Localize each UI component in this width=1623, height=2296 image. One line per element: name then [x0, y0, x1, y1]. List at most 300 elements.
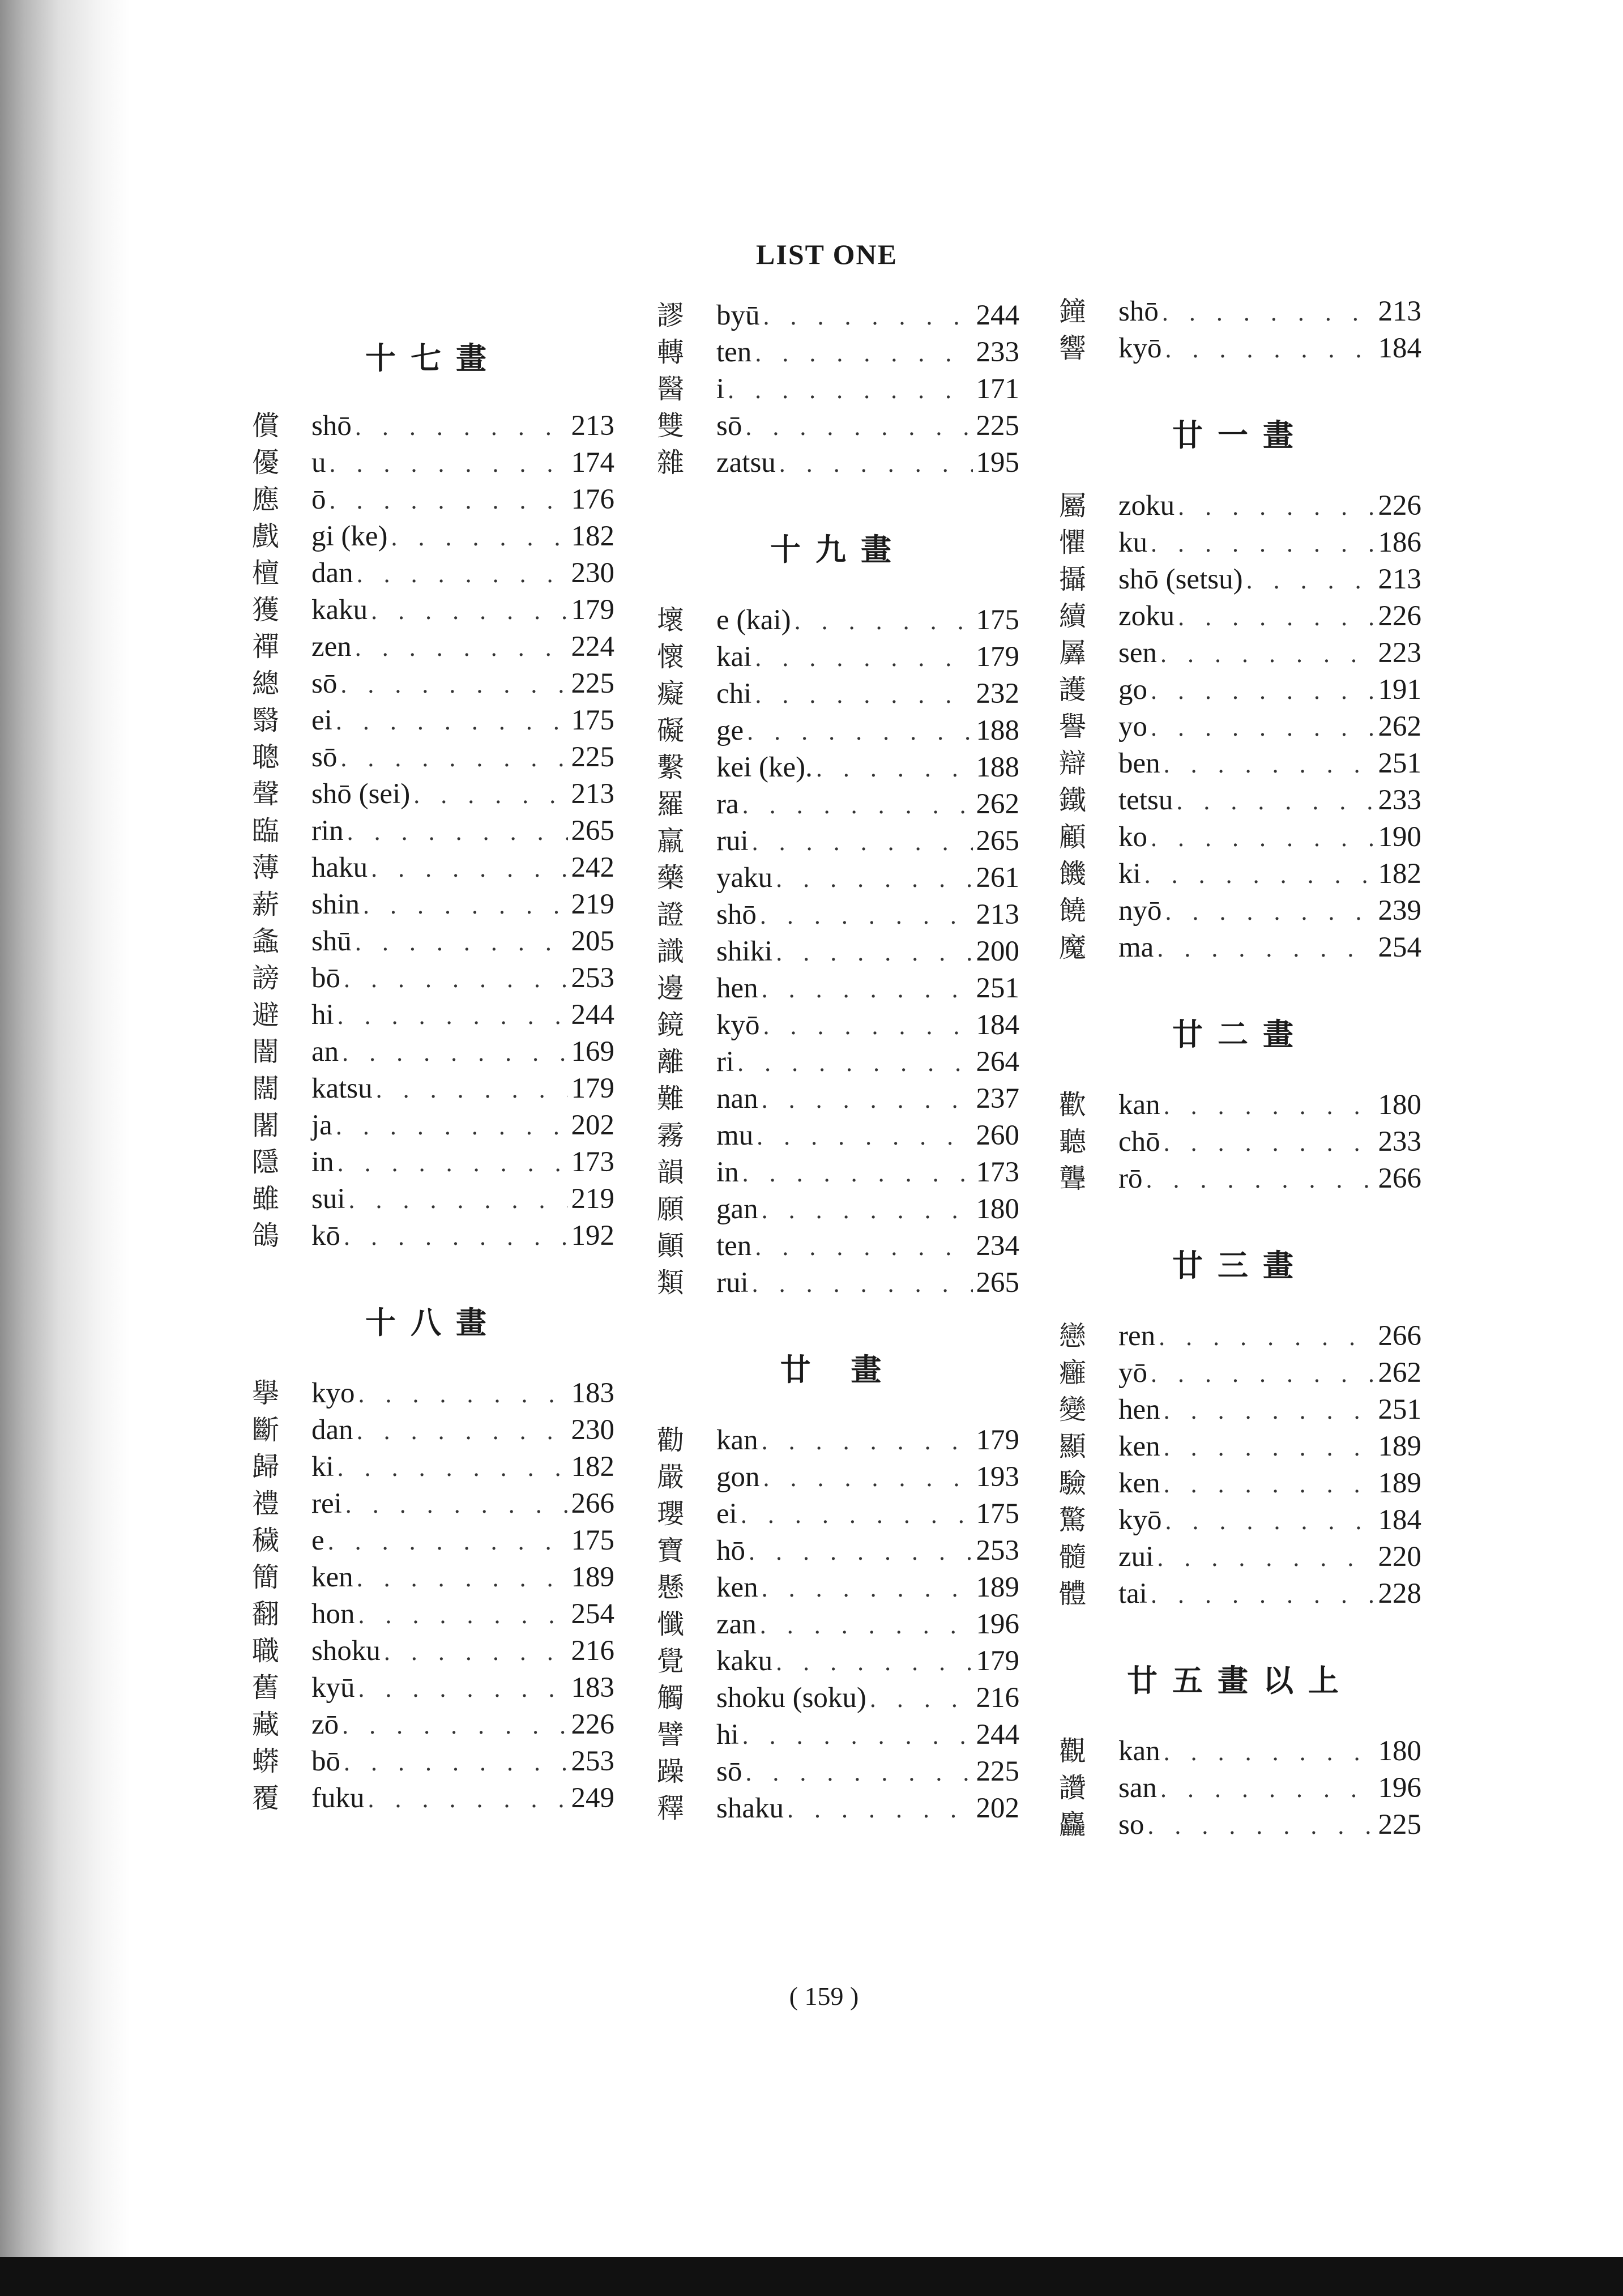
entry-page-number: 244: [976, 300, 1019, 331]
entry-reading: e (kai): [716, 604, 791, 636]
entry-reading: hi: [716, 1719, 739, 1751]
entry-page-number: 175: [976, 604, 1019, 636]
entry-page-number: 251: [976, 972, 1019, 1004]
entry-character: 證: [657, 899, 685, 931]
dot-leader: [745, 1754, 972, 1791]
entry-reading: go: [1118, 674, 1147, 706]
dot-leader: [355, 408, 568, 445]
entry-page-number: 249: [571, 1782, 614, 1814]
entry-reading: ko: [1118, 821, 1147, 853]
index-entry: [657, 1117, 1019, 1154]
dot-leader: [1164, 1124, 1375, 1161]
entry-reading: bō: [311, 1746, 340, 1777]
entry-page-number: 216: [976, 1682, 1019, 1714]
entry-page-number: 171: [976, 373, 1019, 405]
dot-leader: [371, 592, 567, 629]
entry-reading: nan: [716, 1083, 758, 1115]
entry-character: 歸: [252, 1451, 280, 1483]
entry-reading: shiki: [716, 936, 773, 967]
entry-page-number: 179: [976, 641, 1019, 673]
index-entry: [1059, 1465, 1421, 1502]
entry-character: 驚: [1059, 1504, 1087, 1536]
entry-page-number: 265: [571, 815, 614, 847]
entry-reading: hi: [311, 999, 334, 1031]
entry-page-number: 226: [571, 1709, 614, 1740]
entry-page-number: 216: [571, 1635, 614, 1667]
entry-character: 聾: [1059, 1163, 1087, 1194]
entry-reading: sui: [311, 1183, 345, 1215]
entry-reading: ken: [716, 1572, 758, 1603]
index-entry: [252, 813, 614, 850]
entry-page-number: 182: [1378, 858, 1421, 890]
binding-shadow: [0, 0, 130, 2296]
index-entry: [657, 1533, 1019, 1569]
index-entry: [657, 408, 1019, 445]
index-entry: [1059, 598, 1421, 635]
index-entry: [252, 923, 614, 960]
entry-character: 攝: [1059, 564, 1087, 595]
index-entry: [252, 1633, 614, 1670]
dot-leader: [355, 924, 568, 961]
entry-reading: ten: [716, 1230, 752, 1262]
dot-leader: [776, 934, 972, 971]
dot-leader: [776, 860, 972, 897]
dot-leader: [357, 556, 568, 592]
dot-leader: [1162, 294, 1375, 331]
entry-character: 麤: [1059, 1809, 1087, 1841]
dot-leader: [776, 1644, 972, 1680]
dot-leader: [742, 1155, 973, 1192]
entry-reading: shō: [1118, 296, 1159, 327]
index-entry: [1059, 672, 1421, 709]
entry-character: 屬: [1059, 490, 1087, 522]
entry-reading: sō: [716, 410, 742, 442]
dot-leader: [787, 1791, 973, 1828]
entry-character: 觸: [657, 1682, 685, 1714]
entry-page-number: 239: [1378, 895, 1421, 927]
entry-character: 雙: [657, 410, 685, 442]
dot-leader: [336, 703, 568, 740]
dot-leader: [752, 823, 973, 860]
entry-page-number: 237: [976, 1083, 1019, 1115]
entry-character: 瓔: [657, 1498, 685, 1530]
dot-leader: [347, 813, 568, 850]
dot-leader: [1164, 1466, 1375, 1503]
index-entry: [252, 1522, 614, 1559]
entry-character: 闇: [252, 1036, 280, 1068]
entry-reading: kan: [1118, 1089, 1160, 1121]
index-entry: [657, 1265, 1019, 1301]
entry-reading: zatsu: [716, 447, 776, 479]
entry-reading: zoku: [1118, 600, 1175, 632]
entry-character: 雖: [252, 1183, 280, 1215]
entry-reading: zui: [1118, 1541, 1154, 1573]
entry-reading: ja: [311, 1109, 332, 1141]
entry-character: 魔: [1059, 932, 1087, 963]
entry-reading: shō (setsu): [1118, 564, 1243, 595]
index-entry: [1059, 1539, 1421, 1576]
entry-character: 釋: [657, 1793, 685, 1824]
index-entry: [252, 1107, 614, 1144]
entry-character: 簡: [252, 1561, 280, 1593]
entry-character: 驗: [1059, 1467, 1087, 1499]
dot-leader: [355, 629, 568, 666]
index-entry: [657, 1643, 1019, 1680]
dot-leader: [742, 1717, 973, 1754]
entry-page-number: 182: [571, 1451, 614, 1483]
dot-leader: [755, 639, 972, 676]
stroke-count-heading: 十八畫: [365, 1305, 501, 1341]
entry-reading: shū: [311, 925, 352, 957]
entry-character: 變: [1059, 1394, 1087, 1426]
entry-page-number: 183: [571, 1672, 614, 1704]
entry-character: 霧: [657, 1120, 685, 1151]
dot-leader: [1178, 488, 1374, 525]
entry-character: 勸: [657, 1424, 685, 1456]
entry-page-number: 180: [1378, 1089, 1421, 1121]
index-entry: [252, 445, 614, 481]
dot-leader: [870, 1680, 973, 1717]
index-entry: [657, 749, 1019, 786]
entry-character: 邊: [657, 972, 685, 1004]
entry-reading: shoku: [311, 1635, 381, 1667]
entry-reading: kyō: [1118, 332, 1162, 364]
entry-character: 離: [657, 1046, 685, 1078]
dot-leader: [336, 1108, 568, 1145]
entry-page-number: 175: [571, 705, 614, 736]
index-entry: [1059, 1124, 1421, 1160]
index-entry: [1059, 330, 1421, 367]
entry-reading: yo: [1118, 711, 1147, 742]
entry-character: 獲: [252, 594, 280, 626]
dot-leader: [1151, 1355, 1375, 1392]
entry-page-number: 244: [571, 999, 614, 1031]
entry-page-number: 183: [571, 1377, 614, 1409]
entry-character: 螽: [252, 925, 280, 957]
entry-reading: i: [716, 373, 725, 405]
entry-page-number: 226: [1378, 600, 1421, 632]
index-entry: [252, 1034, 614, 1070]
page-title: LIST ONE: [756, 238, 898, 270]
dot-leader: [1164, 1734, 1375, 1770]
dot-leader: [330, 445, 568, 482]
index-entry: [657, 1081, 1019, 1117]
entry-reading: kō: [311, 1220, 340, 1252]
entry-page-number: 179: [976, 1645, 1019, 1677]
entry-reading: kan: [716, 1424, 758, 1456]
entry-character: 嚴: [657, 1461, 685, 1493]
index-entry: [657, 860, 1019, 897]
index-entry: [657, 1790, 1019, 1827]
dot-leader: [328, 1523, 568, 1560]
entry-reading: zoku: [1118, 490, 1175, 522]
dot-leader: [1160, 1770, 1375, 1807]
entry-character: 癡: [657, 678, 685, 710]
dot-leader: [816, 750, 973, 787]
entry-page-number: 225: [571, 741, 614, 773]
index-entry: [657, 1606, 1019, 1643]
entry-character: 懷: [657, 641, 685, 673]
dot-leader: [755, 335, 972, 372]
index-entry: [252, 592, 614, 629]
index-entry: [657, 1422, 1019, 1459]
index-entry: [1059, 293, 1421, 330]
index-entry: [252, 629, 614, 665]
index-entry: [1059, 1770, 1421, 1807]
entry-reading: tai: [1118, 1578, 1147, 1610]
stroke-count-heading: 廿五畫以上: [1127, 1663, 1353, 1698]
stroke-count-heading: 廿二畫: [1172, 1017, 1308, 1052]
index-entry: [252, 997, 614, 1034]
entry-reading: zō: [311, 1709, 339, 1740]
entry-character: 轉: [657, 336, 685, 368]
entry-page-number: 184: [1378, 332, 1421, 364]
entry-reading: rō: [1118, 1163, 1143, 1194]
index-entry: [1059, 1428, 1421, 1465]
dot-leader: [763, 298, 973, 335]
entry-reading: kyō: [1118, 1504, 1162, 1536]
entry-reading: sō: [716, 1756, 742, 1787]
dot-leader: [358, 1597, 568, 1633]
entry-character: 闊: [252, 1073, 280, 1104]
dot-leader: [340, 740, 567, 776]
entry-character: 韻: [657, 1156, 685, 1188]
entry-character: 覺: [657, 1645, 685, 1677]
entry-page-number: 265: [976, 1267, 1019, 1299]
entry-page-number: 220: [1378, 1541, 1421, 1573]
entry-page-number: 260: [976, 1120, 1019, 1151]
entry-character: 續: [1059, 600, 1087, 632]
entry-character: 舊: [252, 1672, 280, 1704]
entry-reading: rin: [311, 815, 344, 847]
entry-page-number: 188: [976, 752, 1019, 783]
index-entry: [252, 1449, 614, 1486]
index-entry: [657, 1007, 1019, 1044]
dot-leader: [1151, 1576, 1375, 1613]
entry-reading: san: [1118, 1772, 1157, 1804]
dot-leader: [344, 1218, 568, 1255]
index-entry: [1059, 929, 1421, 966]
entry-page-number: 191: [1378, 674, 1421, 706]
entry-character: 鐘: [1059, 296, 1087, 327]
entry-reading: ra: [716, 788, 739, 820]
entry-reading: ge: [716, 715, 744, 746]
entry-character: 譽: [1059, 711, 1087, 742]
entry-reading: sen: [1118, 637, 1157, 669]
entry-reading: shō (sei): [311, 778, 411, 810]
entry-reading: kaku: [716, 1645, 773, 1677]
entry-character: 懸: [657, 1572, 685, 1603]
dot-leader: [1146, 1161, 1374, 1198]
index-entry: [657, 1228, 1019, 1265]
entry-character: 戲: [252, 520, 280, 552]
entry-page-number: 261: [976, 862, 1019, 894]
entry-page-number: 173: [571, 1146, 614, 1178]
entry-character: 應: [252, 484, 280, 515]
entry-character: 辯: [1059, 748, 1087, 779]
index-entry: [657, 1154, 1019, 1191]
index-entry: [657, 1044, 1019, 1081]
entry-character: 讚: [1059, 1772, 1087, 1804]
entry-character: 償: [252, 410, 280, 442]
entry-reading: gon: [716, 1461, 760, 1493]
entry-character: 藥: [657, 862, 685, 894]
entry-character: 醫: [657, 373, 685, 405]
entry-page-number: 253: [571, 1746, 614, 1777]
entry-reading: nyō: [1118, 895, 1162, 927]
entry-character: 禮: [252, 1488, 280, 1520]
entry-character: 懼: [1059, 527, 1087, 558]
entry-page-number: 189: [976, 1572, 1019, 1603]
entry-reading: rui: [716, 1267, 749, 1299]
index-entry: [657, 1496, 1019, 1533]
dot-leader: [728, 372, 972, 408]
dot-leader: [371, 850, 567, 887]
entry-page-number: 266: [1378, 1163, 1421, 1194]
dot-leader: [762, 1423, 973, 1459]
index-entry: [252, 960, 614, 997]
index-entry: [252, 1218, 614, 1254]
entry-reading: rui: [716, 825, 749, 857]
entry-page-number: 230: [571, 1414, 614, 1446]
entry-page-number: 251: [1378, 1394, 1421, 1426]
entry-character: 翳: [252, 705, 280, 736]
entry-reading: hō: [716, 1535, 745, 1567]
dot-leader: [1178, 599, 1374, 635]
stroke-count-heading: 廿一畫: [1172, 417, 1308, 453]
scan-bottom-edge: [0, 2257, 1623, 2296]
entry-page-number: 179: [571, 1073, 614, 1104]
entry-character: 擧: [252, 1377, 280, 1409]
entry-character: 謬: [657, 300, 685, 331]
entry-reading: ken: [1118, 1431, 1160, 1462]
index-entry: [252, 555, 614, 592]
dot-leader: [1151, 525, 1375, 562]
stroke-count-heading: 廿三畫: [1172, 1248, 1308, 1283]
entry-reading: in: [311, 1146, 334, 1178]
entry-character: 聽: [1059, 1126, 1087, 1158]
dot-leader: [342, 1034, 567, 1071]
entry-reading: so: [1118, 1809, 1144, 1841]
dot-leader: [1164, 746, 1375, 783]
stroke-count-heading: 廿 畫: [780, 1352, 896, 1388]
entry-reading: hen: [716, 972, 758, 1004]
dot-leader: [338, 997, 568, 1034]
index-entry: [252, 1412, 614, 1449]
index-entry: [1059, 782, 1421, 819]
entry-page-number: 174: [571, 447, 614, 479]
entry-reading: shō: [311, 410, 352, 442]
entry-page-number: 242: [571, 852, 614, 884]
dot-leader: [338, 1145, 568, 1181]
entry-reading: dan: [311, 557, 353, 589]
entry-page-number: 173: [976, 1156, 1019, 1188]
dot-leader: [1164, 1392, 1375, 1429]
dot-leader: [358, 1376, 568, 1412]
entry-page-number: 225: [1378, 1809, 1421, 1841]
entry-page-number: 254: [1378, 932, 1421, 963]
index-entry: [252, 408, 614, 445]
index-entry: [657, 1191, 1019, 1228]
dot-leader: [376, 1071, 568, 1108]
index-entry: [1059, 1807, 1421, 1843]
entry-page-number: 184: [976, 1009, 1019, 1041]
entry-page-number: 228: [1378, 1578, 1421, 1610]
dot-leader: [763, 1459, 973, 1496]
index-entry: [252, 1670, 614, 1706]
entry-page-number: 264: [976, 1046, 1019, 1078]
index-entry: [1059, 1502, 1421, 1539]
index-entry: [252, 1559, 614, 1596]
dot-leader: [357, 1560, 568, 1597]
entry-page-number: 195: [976, 447, 1019, 479]
index-entry: [252, 1181, 614, 1218]
entry-character: 蟒: [252, 1746, 280, 1777]
dot-leader: [391, 519, 568, 556]
entry-reading: zen: [311, 631, 352, 663]
entry-page-number: 175: [571, 1525, 614, 1556]
entry-reading: sō: [311, 741, 338, 773]
entry-character: 檀: [252, 557, 280, 589]
index-entry: [1059, 1733, 1421, 1770]
dot-leader: [357, 1412, 568, 1449]
index-entry: [1059, 1355, 1421, 1392]
index-entry: [657, 602, 1019, 639]
dot-leader: [1151, 820, 1375, 856]
entry-character: 隱: [252, 1146, 280, 1178]
index-entry: [1059, 745, 1421, 782]
dot-leader: [762, 971, 973, 1008]
dot-leader: [363, 887, 567, 924]
dot-leader: [1157, 930, 1374, 967]
entry-page-number: 190: [1378, 821, 1421, 853]
entry-page-number: 262: [1378, 711, 1421, 742]
entry-character: 顚: [657, 1230, 685, 1262]
dot-leader: [384, 1633, 568, 1670]
entry-reading: ben: [1118, 748, 1160, 779]
entry-reading: kyō: [716, 1009, 760, 1041]
entry-character: 識: [657, 936, 685, 967]
entry-page-number: 262: [976, 788, 1019, 820]
index-entry: [1059, 893, 1421, 929]
entry-page-number: 182: [571, 520, 614, 552]
entry-character: 體: [1059, 1578, 1087, 1610]
entry-reading: zan: [716, 1608, 757, 1640]
entry-reading: ken: [1118, 1467, 1160, 1499]
entry-page-number: 251: [1378, 748, 1421, 779]
entry-page-number: 253: [976, 1535, 1019, 1567]
entry-page-number: 175: [976, 1498, 1019, 1530]
index-entry: [252, 702, 614, 739]
index-entry: [657, 823, 1019, 860]
entry-page-number: 189: [1378, 1431, 1421, 1462]
dot-leader: [1151, 672, 1375, 709]
entry-page-number: 254: [571, 1598, 614, 1630]
entry-reading: u: [311, 447, 326, 479]
index-entry: [657, 1717, 1019, 1753]
entry-reading: shō: [716, 899, 757, 931]
entry-page-number: 232: [976, 678, 1019, 710]
entry-page-number: 266: [1378, 1320, 1421, 1352]
entry-page-number: 225: [976, 410, 1019, 442]
entry-page-number: 189: [1378, 1467, 1421, 1499]
index-entry: [252, 1486, 614, 1522]
entry-page-number: 169: [571, 1036, 614, 1068]
dot-leader: [1164, 1429, 1375, 1466]
entry-character: 護: [1059, 674, 1087, 706]
entry-page-number: 176: [571, 484, 614, 515]
index-entry: [657, 1753, 1019, 1790]
